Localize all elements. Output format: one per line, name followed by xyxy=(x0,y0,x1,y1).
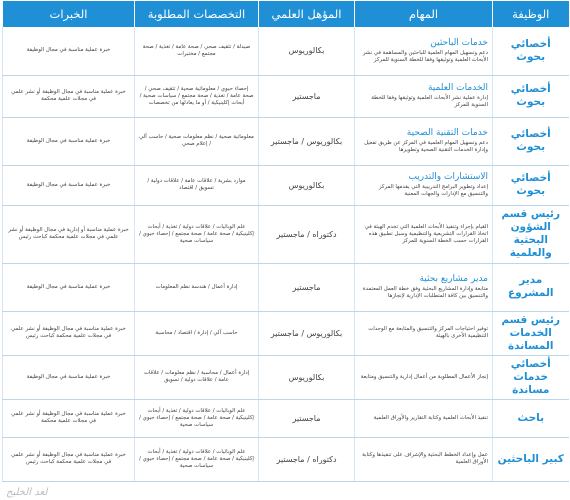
header-tasks: المهام xyxy=(355,1,493,27)
task-description: تنفيذ الأبحاث العلمية وكتابة التقارير والأوراق العلمية xyxy=(373,414,488,421)
table-row xyxy=(3,117,569,165)
task-description: دعم وتسهيل المهام العلمية للباحثين والمساهمة في نشر الأبحاث العلمية وتوثيقها وفقا للخطة السنوية للمركز xyxy=(362,49,488,63)
watermark: لعد الخليج xyxy=(6,487,48,498)
header-specializations: التخصصات المطلوبة xyxy=(135,1,259,27)
table-row xyxy=(3,27,569,75)
job-title-cell: أخصائي بحوث xyxy=(493,165,569,205)
tasks-cell xyxy=(355,399,493,437)
job-title-cell: أخصائي بحوث xyxy=(493,117,569,165)
job-title-cell: باحث xyxy=(493,399,569,437)
experience-cell: خبرة عملية مناسبة في مجال الوظيفة xyxy=(3,355,135,399)
table-row xyxy=(3,311,569,355)
tasks-cell xyxy=(355,75,493,117)
specializations-cell: معلوماتية صحية / نظم معلومات صحية / حاسب آلي / إعلام صحي xyxy=(135,117,259,165)
header-qualification: المؤهل العلمي xyxy=(259,1,355,27)
experience-cell: خبرة عملية مناسبة في مجال الوظيفة xyxy=(3,165,135,205)
job-title-cell: رئيس قسم الخدمات المساندة xyxy=(493,311,569,355)
specializations-cell: إحصاء حيوي / معلوماتية صحية / تثقيف صحي / صحة عامة / تغذية / صحة مجتمع / سياسات صحية / أبحاث إكلينيكية / أو ما يعادلها من تخصصات xyxy=(135,75,259,117)
specializations-cell: علم الوبائيات / علاقات دولية / تغذية / أبحاث إكلينيكية / صحة عامة / صحة مجتمع / إحصاء حيوي / سياسات صحية xyxy=(135,205,259,263)
task-title: الاستشارات والتدريب xyxy=(408,172,488,182)
task-title: مدير مشاريع بحثية xyxy=(419,274,488,284)
header-experience: الخبرات xyxy=(3,1,135,27)
experience-cell: خبرة عملية مناسبة في مجال الوظيفة xyxy=(3,27,135,75)
job-title-cell: كبير الباحثين xyxy=(493,437,569,481)
task-description: عمل وإعداد الخطط البحثية والإشراف على تنفيذها وكتابة الأوراق العلمية xyxy=(362,452,488,465)
task-title: خدمات التقنية الصحية xyxy=(406,128,488,138)
experience-cell: خبرة عملية مناسبة في مجال الوظيفة xyxy=(3,117,135,165)
tasks-cell xyxy=(355,355,493,399)
table-row xyxy=(3,75,569,117)
tasks-cell xyxy=(355,165,493,205)
job-title-cell: أخصائي خدمات مساندة xyxy=(493,355,569,399)
qualification-cell: ماجستير xyxy=(259,75,355,117)
specializations-cell: إدارة أعمال / محاسبة / نظم معلومات / علاقات عامة / علاقات دولية / تسويق xyxy=(135,355,259,399)
task-description: إدارة عملية نشر الأبحاث العلمية وتوثيقها وفقا للخطة السنوية للمركز xyxy=(371,95,488,108)
table-row xyxy=(3,205,569,263)
job-title-cell: أخصائي بحوث xyxy=(493,27,569,75)
tasks-cell xyxy=(355,311,493,355)
table-row xyxy=(3,399,569,437)
tasks-cell xyxy=(355,27,493,75)
experience-cell: خبرة عملية مناسبة في مجال الوظيفة أو نشر علمي في مجلات علمية محكمة xyxy=(3,399,135,437)
experience-cell: خبرة عملية مناسبة في مجال الوظيفة xyxy=(3,263,135,311)
task-description: القيام بإجراء وتنفيذ الأبحاث العلمية التي تخدم الهيئة في اتخاذ القرارات التشريعية والتنظيمية وسبل تطبيق هذه القرارات حسب الخطة السنوية للمركز xyxy=(364,223,488,244)
task-title: الخدمات العلمية xyxy=(428,83,488,93)
specializations-cell: صيدلة / تثقيف صحي / صحة عامة / تغذية / صحة مجتمع / مختبرات xyxy=(135,27,259,75)
task-description: توفير احتياجات المركز والتنسيق والمتابعة مع الوحدات التنظيمية الأخرى بالهيئة xyxy=(368,326,488,339)
specializations-cell: إدارة أعمال / هندسة نظم المعلومات xyxy=(135,263,259,311)
specializations-cell: علم الوبائيات / علاقات دولية / تغذية / أبحاث إكلينيكية / صحة عامة / صحة مجتمع / إحصاء حيوي / سياسات صحية xyxy=(135,399,259,437)
table-row xyxy=(3,437,569,481)
task-description: إنجاز الأعمال المطلوبة من أعمال إدارية والتنسيق ومتابعة xyxy=(360,373,488,380)
task-description: دعم وتسهيل المهام العلمية في المركز عن طريق تفعيل وإدارة الخدمات التقنية الصحية وتطويرها xyxy=(364,140,488,153)
experience-cell: خبرة عملية مناسبة أو إدارية في مجال الوظيفة أو نشر علمي في مجلات علمية محكمة كباحث رئيس xyxy=(3,205,135,263)
experience-cell: خبرة عملية مناسبة في مجال الوظيفة أو نشر علمي في مجلات علمية محكمة كباحث رئيس xyxy=(3,311,135,355)
table-header-row xyxy=(3,1,569,27)
qualification-cell: ماجستير xyxy=(259,399,355,437)
job-title-cell: أخصائي بحوث xyxy=(493,75,569,117)
specializations-cell: موارد بشرية / علاقات عامة / علاقات دولية / تسويق / اقتصاد xyxy=(135,165,259,205)
qualification-cell: بكالوريوس xyxy=(259,27,355,75)
qualification-cell: بكالوريوس xyxy=(259,165,355,205)
specializations-cell: علم الوبائيات / علاقات دولية / تغذية / أبحاث إكلينيكية / صحة عامة / صحة مجتمع / إحصاء حيوي / سياسات صحية xyxy=(135,437,259,481)
qualification-cell: ماجستير xyxy=(259,263,355,311)
specializations-cell: حاسب آلي / إدارة / اقتصاد / محاسبة xyxy=(135,311,259,355)
experience-cell: خبرة عملية مناسبة في مجال الوظيفة أو نشر علمي في مجلات علمية محكمة كباحث رئيس xyxy=(3,437,135,481)
header-job: الوظيفة xyxy=(493,1,569,27)
tasks-cell xyxy=(355,205,493,263)
table-row xyxy=(3,355,569,399)
task-title: خدمات الباحثين xyxy=(430,37,488,48)
qualification-cell: دكتوراه / ماجستير xyxy=(259,437,355,481)
table-row xyxy=(3,165,569,205)
table-row xyxy=(3,263,569,311)
jobs-table xyxy=(2,1,569,482)
tasks-cell xyxy=(355,263,493,311)
qualification-cell: بكالوريوس xyxy=(259,355,355,399)
experience-cell: خبرة عملية مناسبة في مجال الوظيفة أو نشر علمي في مجلات علمية محكمة xyxy=(3,75,135,117)
tasks-cell xyxy=(355,117,493,165)
job-title-cell: رئيس قسم الشؤون البحثية والعلمية xyxy=(493,205,569,263)
qualification-cell: بكالوريوس / ماجستير xyxy=(259,311,355,355)
tasks-cell xyxy=(355,437,493,481)
job-title-cell: مدير المشروع xyxy=(493,263,569,311)
qualification-cell: دكتوراه / ماجستير xyxy=(259,205,355,263)
task-description: متابعة وإدارة المشاريع البحثية وفق خطة العمل المعتمدة والتنسيق بين كافة المتطلبات الإدارية لإنجازها xyxy=(362,286,488,299)
task-description: إعداد وتطوير البرامج التدريبية التي يقدمها المركز والتنسيق مع الإدارات والجهات المعنية xyxy=(378,184,488,197)
qualification-cell: بكالوريوس / ماجستير xyxy=(259,117,355,165)
